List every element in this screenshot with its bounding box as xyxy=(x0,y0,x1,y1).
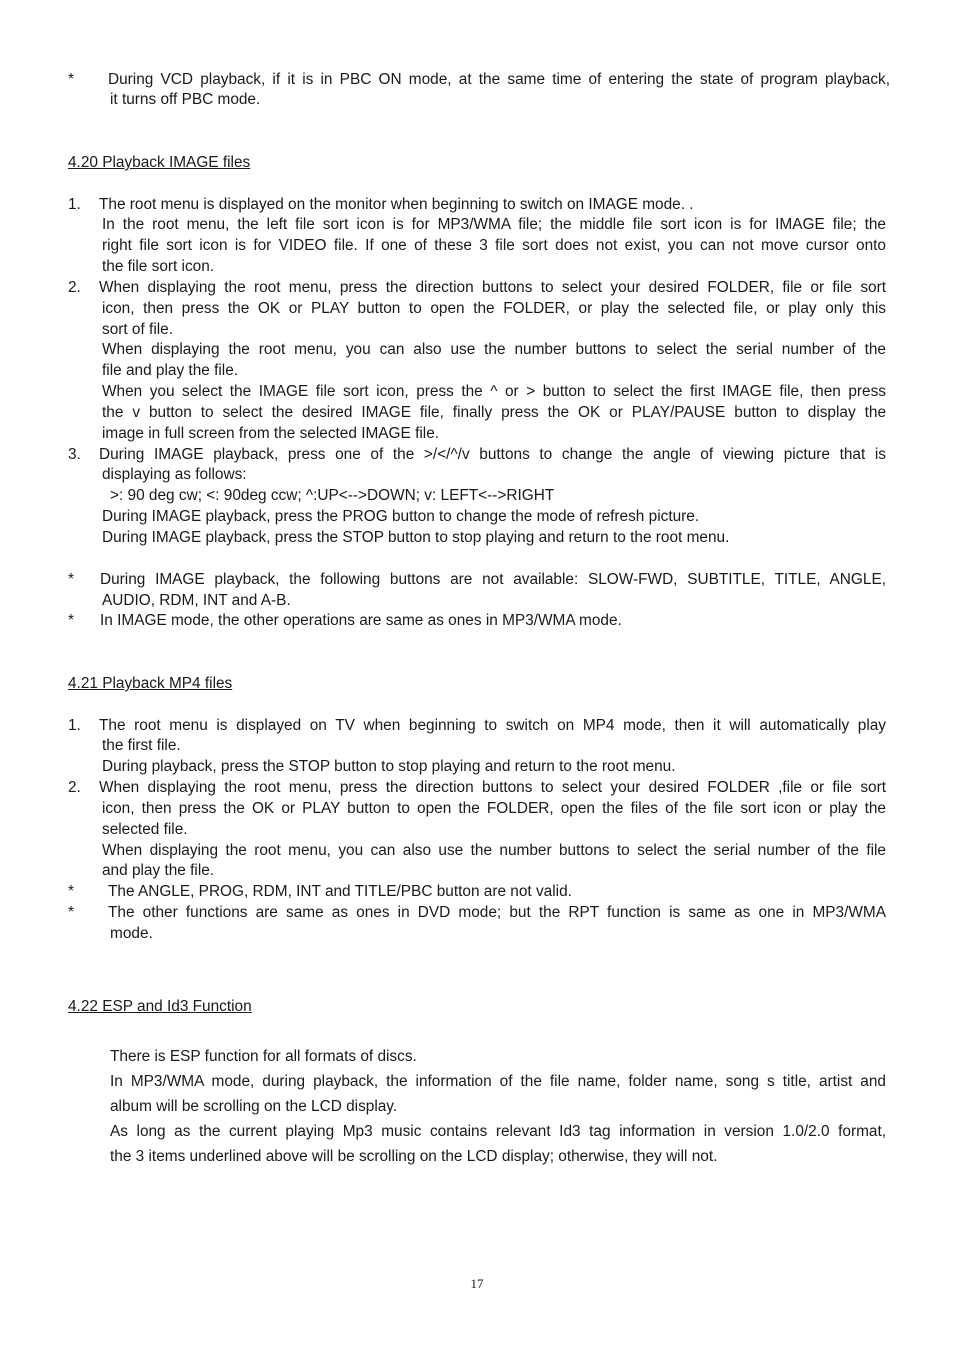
note-marker: * xyxy=(68,904,74,921)
note-line: During IMAGE playback, the following buttons are not available: SLOW-FWD, SUBTITLE, TITLE, ANGLE, xyxy=(100,571,886,588)
paragraph-line: file and play the file. xyxy=(102,362,239,379)
note-line: In IMAGE mode, the other operations are same as ones in MP3/WMA mode. xyxy=(100,612,622,629)
note-line: The ANGLE, PROG, RDM, INT and TITLE/PBC button are not valid. xyxy=(108,883,572,900)
paragraph-line: the 3 items underlined above will be scrolling on the LCD display; otherwise, they will not. xyxy=(110,1148,718,1165)
vcd-note-line: it turns off PBC mode. xyxy=(110,91,261,108)
paragraph-line: During playback, press the STOP button to stop playing and return to the root menu. xyxy=(102,758,676,775)
paragraph-line: When displaying the root menu, press the direction buttons to select your desired FOLDER, file or file sort xyxy=(99,279,886,296)
paragraph-line: sort of file. xyxy=(102,321,173,338)
section-heading-4-22: 4.22 ESP and Id3 Function xyxy=(68,998,252,1015)
paragraph-line: the first file. xyxy=(102,737,181,754)
note-line: The other functions are same as ones in DVD mode; but the RPT function is same as one in MP3/WMA xyxy=(108,904,886,921)
paragraph-line: In the root menu, the left file sort icon is for MP3/WMA file; the middle file sort icon is for IMAGE file; the xyxy=(102,216,886,233)
note-line: AUDIO, RDM, INT and A-B. xyxy=(102,592,291,609)
paragraph-line: >: 90 deg cw; <: 90deg ccw; ^:UP<-->DOWN; v: LEFT<-->RIGHT xyxy=(110,487,555,504)
page-number: 17 xyxy=(470,1276,484,1291)
paragraph-line: image in full screen from the selected IMAGE file. xyxy=(102,425,440,442)
list-number: 3. xyxy=(68,446,81,463)
paragraph-line: In MP3/WMA mode, during playback, the information of the file name, folder name, song s title, artist and xyxy=(110,1073,886,1090)
paragraph-line: There is ESP function for all formats of discs. xyxy=(110,1048,417,1065)
paragraph-line: During IMAGE playback, press the PROG button to change the mode of refresh picture. xyxy=(102,508,700,525)
section-heading-4-21: 4.21 Playback MP4 files xyxy=(68,675,233,692)
paragraph-line: The root menu is displayed on TV when beginning to switch on MP4 mode, then it will automatically play xyxy=(99,717,886,734)
paragraph-line: During IMAGE playback, press the STOP button to stop playing and return to the root menu. xyxy=(102,529,730,546)
list-number: 2. xyxy=(68,279,81,296)
paragraph-line: When you select the IMAGE file sort icon, press the ^ or > button to select the first IMAGE file, then press xyxy=(102,383,886,400)
paragraph-line: icon, then press the OK or PLAY button to open the FOLDER, or play the selected file, or play only this xyxy=(102,300,886,317)
paragraph-line: right file sort icon is for VIDEO file. If one of these 3 file sort does not exist, you can not move cursor onto xyxy=(102,237,886,254)
paragraph-line: icon, then press the OK or PLAY button to open the FOLDER, open the files of the file sort icon or play the xyxy=(102,800,886,817)
note-marker: * xyxy=(68,71,74,88)
paragraph-line: the v button to select the desired IMAGE file, finally press the OK or PLAY/PAUSE button to display the xyxy=(102,404,886,421)
vcd-note-line: During VCD playback, if it is in PBC ON mode, at the same time of entering the state of program playback, xyxy=(108,71,890,88)
paragraph-line: selected file. xyxy=(102,821,188,838)
section-heading-4-20: 4.20 Playback IMAGE files xyxy=(68,154,251,171)
list-number: 1. xyxy=(68,196,81,213)
paragraph-line: As long as the current playing Mp3 music contains relevant Id3 tag information in version 1.0/2.0 format, xyxy=(110,1123,886,1140)
note-marker: * xyxy=(68,612,74,629)
list-number: 1. xyxy=(68,717,81,734)
paragraph-line: The root menu is displayed on the monitor when beginning to switch on IMAGE mode. . xyxy=(99,196,694,213)
paragraph-line: the file sort icon. xyxy=(102,258,215,275)
note-line: mode. xyxy=(110,925,153,942)
paragraph-line: During IMAGE playback, press one of the >/</^/v buttons to change the angle of viewing picture that is xyxy=(99,446,886,463)
paragraph-line: When displaying the root menu, you can also use the number buttons to select the serial number of the xyxy=(102,341,886,358)
paragraph-line: album will be scrolling on the LCD display. xyxy=(110,1098,398,1115)
list-number: 2. xyxy=(68,779,81,796)
paragraph-line: displaying as follows: xyxy=(102,466,247,483)
note-marker: * xyxy=(68,883,74,900)
paragraph-line: and play the file. xyxy=(102,862,215,879)
paragraph-line: When displaying the root menu, press the direction buttons to select your desired FOLDER ,file or file sort xyxy=(99,779,886,796)
paragraph-line: When displaying the root menu, you can also use the number buttons to select the serial number of the file xyxy=(102,842,886,859)
note-marker: * xyxy=(68,571,74,588)
